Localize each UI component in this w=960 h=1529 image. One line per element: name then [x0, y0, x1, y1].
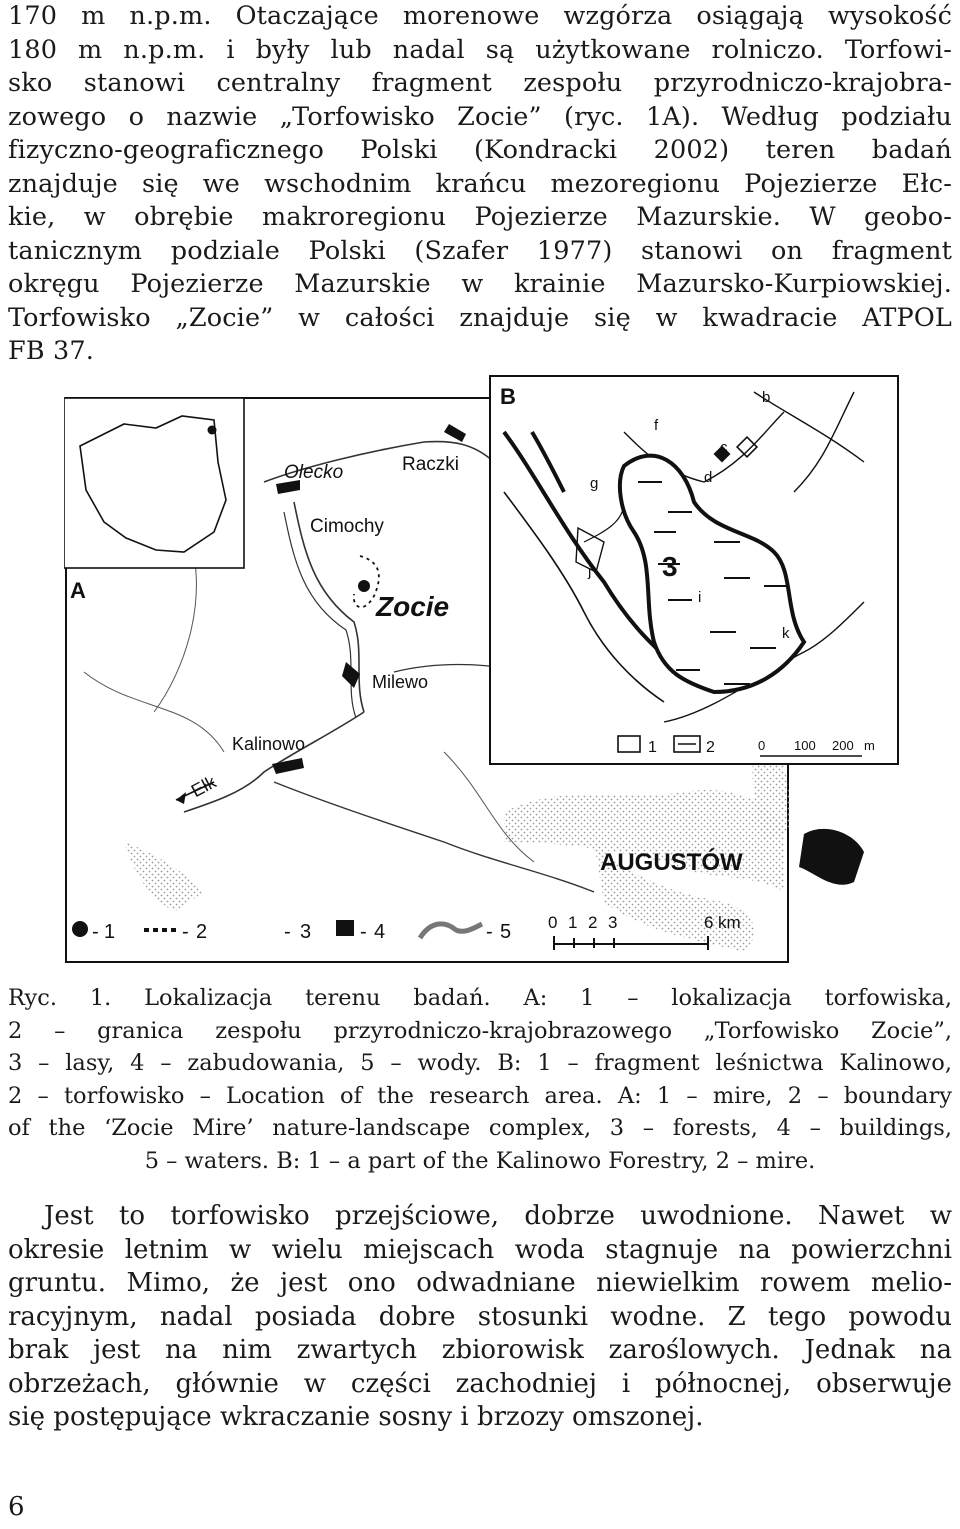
intro-paragraph [8, 0, 952, 369]
place-label-olecko: Olecko [284, 462, 344, 483]
inset-location-dot [208, 426, 217, 435]
text-line: racyjnym, nadal posiada dobre stosunki wodne. Z tego powodu [8, 1301, 952, 1332]
caption-line: 3 – lasy, 4 – zabudowania, 5 – wody. B: 1 – fragment leśnictwa Kalinowo, [8, 1050, 952, 1076]
place-label-milewo: Milewo [372, 672, 429, 692]
parcel-label-d: d [704, 469, 713, 486]
text-line: Torfowisko „Zocie” w całości znajduje się w kwadracie ATPOL [8, 302, 952, 333]
legend-number: 5 [500, 921, 512, 943]
legend-item-1: - [92, 921, 99, 943]
scale-unit: km [718, 913, 741, 932]
text-line: fizyczno-geograficznego Polski (Kondracki 2002) teren badań [8, 135, 952, 165]
legend-number: 3 [300, 921, 312, 943]
panel-b-scale-label: 0 [758, 738, 766, 753]
panel-b-scale-unit: m [864, 738, 875, 753]
augustow-buildings [799, 829, 864, 885]
parcel-label-i: i [698, 589, 702, 606]
scale-label: 6 [704, 913, 714, 932]
text-line: Jest to torfowisko przejściowe, dobrze uwodnione. Nawet w [44, 1201, 952, 1231]
caption-line: 2 – granica zespołu przyrodniczo-krajobrazowego „Torfowisko Zocie”, [8, 1017, 952, 1044]
legend-item-4: - [360, 921, 367, 943]
place-label-raczki: Raczki [402, 454, 460, 475]
text-line: okresie letnim w wielu miejscach woda stagnuje na powierzchni [8, 1234, 952, 1265]
text-line: znajduje się we wschodnim krańcu mezoregionu Pojezierze Ełc- [8, 168, 952, 199]
legend-item-3: - [284, 921, 291, 943]
figure-caption [8, 982, 952, 1177]
legend-number: 4 [374, 921, 386, 943]
legend-forestry-swatch [618, 736, 640, 752]
place-label-kalinowo: Kalinowo [232, 734, 306, 754]
parcel-label-b: b [762, 389, 771, 406]
parcel-label-k: k [782, 625, 790, 642]
text-line: tanicznym podziale Polski (Szafer 1977) stanowi on fragment [8, 235, 952, 266]
legend-b-item-1: 1 [648, 739, 657, 756]
panel-a-label: A [70, 578, 86, 603]
text-line: okręgu Pojezierze Mazurskie w krainie Mazursko-Kurpiowskiej. [8, 269, 952, 299]
place-label-cimochy: Cimochy [310, 516, 384, 537]
legend-number: 2 [196, 921, 208, 943]
text-line: brak jest na nim zwartych zbiorowisk zaroślowych. Jednak na [8, 1335, 952, 1365]
parcel-label-c: c [720, 439, 728, 456]
legend-buildings-swatch [336, 920, 354, 936]
mire-location-dot [358, 580, 370, 592]
panel-b-scale-label: 100 [794, 738, 816, 753]
panel-b-label: B [500, 384, 516, 409]
parcel-label-g: g [590, 475, 599, 492]
text-line: gruntu. Mimo, że jest ono odwadniane niewielkim rowem melio- [8, 1268, 952, 1298]
text-line: FB 37. [8, 336, 94, 366]
caption-line: 5 – waters. B: 1 – a part of the Kalinowo Forestry, 2 – mire. [144, 1147, 816, 1174]
place-label-augustow: AUGUSTÓW [600, 849, 743, 876]
caption-line: 2 – torfowisko – Location of the research area. A: 1 – mire, 2 – boundary [8, 1082, 952, 1109]
parcel-label-j: j [588, 563, 592, 580]
legend-mire-dot [72, 921, 88, 937]
legend-item-2: - [182, 921, 189, 943]
text-line: się postępujące wkraczanie sosny i brzozy omszonej. [8, 1402, 704, 1432]
legend-number: 1 [104, 921, 116, 943]
caption-line: Ryc. 1. Lokalizacja terenu badań. A: 1 – lokalizacja torfowiska, [8, 985, 952, 1011]
scale-label: 2 [588, 913, 598, 932]
place-label-zocie: Zocie [376, 591, 450, 622]
legend-b-item-2: 2 [706, 739, 715, 756]
text-line: 170 m n.p.m. Otaczające morenowe wzgórza osiągają wysokość [8, 1, 952, 31]
location-map [64, 372, 960, 964]
text-line: sko stanowi centralny fragment zespołu przyrodniczo-krajobra- [8, 68, 952, 98]
panel-b-scale-label: 200 [832, 738, 854, 753]
text-line: kie, w obrębie makroregionu Pojezierze Mazurskie. W geobo- [8, 202, 952, 232]
scale-label: 1 [568, 913, 578, 932]
scale-label: 0 [548, 913, 558, 932]
text-line: 180 m n.p.m. i były lub nadal są użytkowane rolniczo. Torfowi- [8, 34, 952, 65]
location-map-figure [64, 372, 960, 964]
text-line: obrzeżach, głównie w części zachodniej i północnej, obserwuje [8, 1368, 952, 1399]
body-paragraph [8, 1200, 952, 1435]
mire-number-label: 3 [662, 551, 678, 582]
caption-line: of the ‘Zocie Mire’ nature-landscape complex, 3 – forests, 4 – buildings, [8, 1115, 952, 1141]
parcel-label-f: f [654, 417, 659, 434]
legend-item-5: - [486, 921, 493, 943]
scale-label: 3 [608, 913, 618, 932]
place-label-elk: Ełk [187, 771, 220, 802]
page-number: 6 [8, 1492, 25, 1522]
text-line: zowego o nazwie „Torfowisko Zocie” (ryc. 1A). Według podziału [8, 101, 952, 132]
